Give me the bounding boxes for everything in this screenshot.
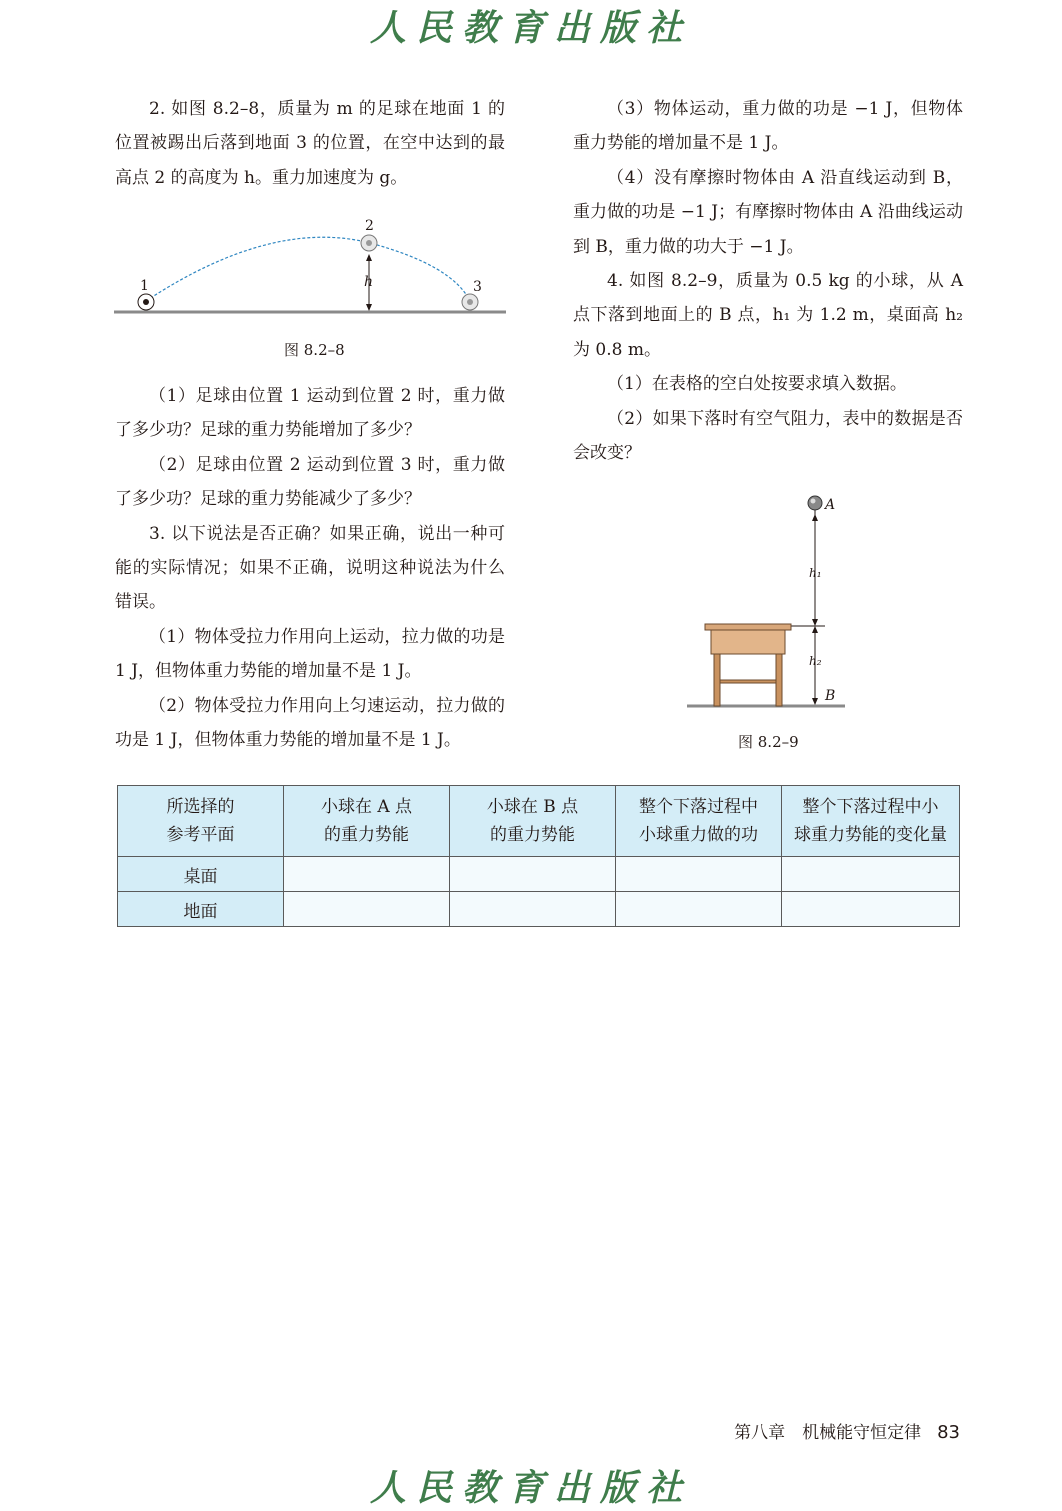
page-footer xyxy=(734,1418,960,1443)
football-3-icon xyxy=(462,294,478,310)
header-gravity-work: 整个下落过程中 小球重力做的功 xyxy=(616,786,782,857)
label-3: 3 xyxy=(473,279,482,295)
right-column xyxy=(573,92,963,470)
problem-2-part-2: （2）足球由位置 2 运动到位置 3 时，重力做了多少功？足球的重力势能减少了多少？ xyxy=(115,454,505,510)
page-number: 83 xyxy=(937,1422,960,1443)
blank-cell[interactable] xyxy=(450,892,616,927)
caption-fig-8-2-8: 图 8.2–8 xyxy=(284,341,345,359)
label-2: 2 xyxy=(365,218,374,234)
label-h2: h₂ xyxy=(809,654,822,668)
row-label-ground: 地面 xyxy=(118,892,284,927)
label-h1: h₁ xyxy=(809,566,822,580)
figure-8-2-9 xyxy=(685,490,850,715)
label-1: 1 xyxy=(140,278,149,294)
h2-arrow-up xyxy=(812,626,818,633)
left-column-continued xyxy=(115,379,505,757)
blank-cell[interactable] xyxy=(450,857,616,892)
height-arrow-down xyxy=(366,304,372,311)
h1-arrow-down xyxy=(812,619,818,626)
chapter-title: 第八章 机械能守恒定律 xyxy=(734,1423,922,1443)
problem-3-text: 3. 以下说法是否正确？如果正确，说出一种可能的实际情况；如果不正确，说明这种说法为什么错误。 xyxy=(115,523,505,613)
problem-4-part-1: （1）在表格的空白处按要求填入数据。 xyxy=(607,374,907,395)
trajectory-curve xyxy=(146,237,470,301)
blank-cell[interactable] xyxy=(616,892,782,927)
problem-3-part-2: （2）物体受拉力作用向上匀速运动，拉力做的功是 1 J，但物体重力势能的增加量不是 1 J。 xyxy=(115,695,505,751)
header-potential-at-a: 小球在 A 点 的重力势能 xyxy=(284,786,450,857)
table-row xyxy=(118,857,960,892)
label-h: h xyxy=(364,274,374,290)
table-header-row xyxy=(118,786,960,857)
problem-2-text: 2. 如图 8.2–8，质量为 m 的足球在地面 1 的位置被踢出后落到地面 3 的位置，在空中达到的最高点 2 的高度为 h。重力加速度为 g。 xyxy=(115,99,505,188)
desk-icon xyxy=(705,624,791,706)
table-row xyxy=(118,892,960,927)
problem-3-part-4: （4）没有摩擦时物体由 A 沿直线运动到 B，重力做的功是 −1 J；有摩擦时物体由 A 沿曲线运动到 B，重力做的功大于 −1 J。 xyxy=(573,167,963,257)
blank-cell[interactable] xyxy=(616,857,782,892)
header-potential-change: 整个下落过程中小 球重力势能的变化量 xyxy=(782,786,960,857)
header-reference-plane: 所选择的 参考平面 xyxy=(118,786,284,857)
football-2-icon xyxy=(361,235,377,251)
label-A: A xyxy=(825,497,836,513)
publisher-logo-top: 人民教育出版社 xyxy=(369,7,692,49)
left-column xyxy=(115,92,505,195)
blank-cell[interactable] xyxy=(284,857,450,892)
figure-8-2-8 xyxy=(112,210,508,325)
ball-icon xyxy=(808,496,822,510)
publisher-logo-bottom: 人民教育出版社 xyxy=(369,1467,692,1509)
h1-arrow-up xyxy=(812,514,818,521)
problem-3-part-3: （3）物体运动，重力做的功是 −1 J，但物体重力势能的增加量不是 1 J。 xyxy=(573,99,963,154)
blank-cell[interactable] xyxy=(782,892,960,927)
label-B: B xyxy=(825,688,836,704)
caption-fig-8-2-9: 图 8.2–9 xyxy=(738,733,799,751)
problem-4-part-2: （2）如果下落时有空气阻力，表中的数据是否会改变？ xyxy=(573,408,963,464)
blank-cell[interactable] xyxy=(284,892,450,927)
problem-3-part-1: （1）物体受拉力作用向上运动，拉力做的功是 1 J，但物体重力势能的增加量不是 1 J。 xyxy=(115,626,505,682)
answer-table xyxy=(117,785,960,927)
problem-2-part-1: （1）足球由位置 1 运动到位置 2 时，重力做了多少功？足球的重力势能增加了多少？ xyxy=(115,386,505,441)
h2-arrow-down xyxy=(812,698,818,705)
football-1-icon xyxy=(138,294,154,310)
problem-4-text: 4. 如图 8.2–9，质量为 0.5 kg 的小球，从 A 点下落到地面上的 B 点，h₁ 为 1.2 m，桌面高 h₂ 为 0.8 m。 xyxy=(573,271,963,360)
blank-cell[interactable] xyxy=(782,857,960,892)
height-arrow-up xyxy=(366,254,372,261)
row-label-desk: 桌面 xyxy=(118,857,284,892)
header-potential-at-b: 小球在 B 点 的重力势能 xyxy=(450,786,616,857)
